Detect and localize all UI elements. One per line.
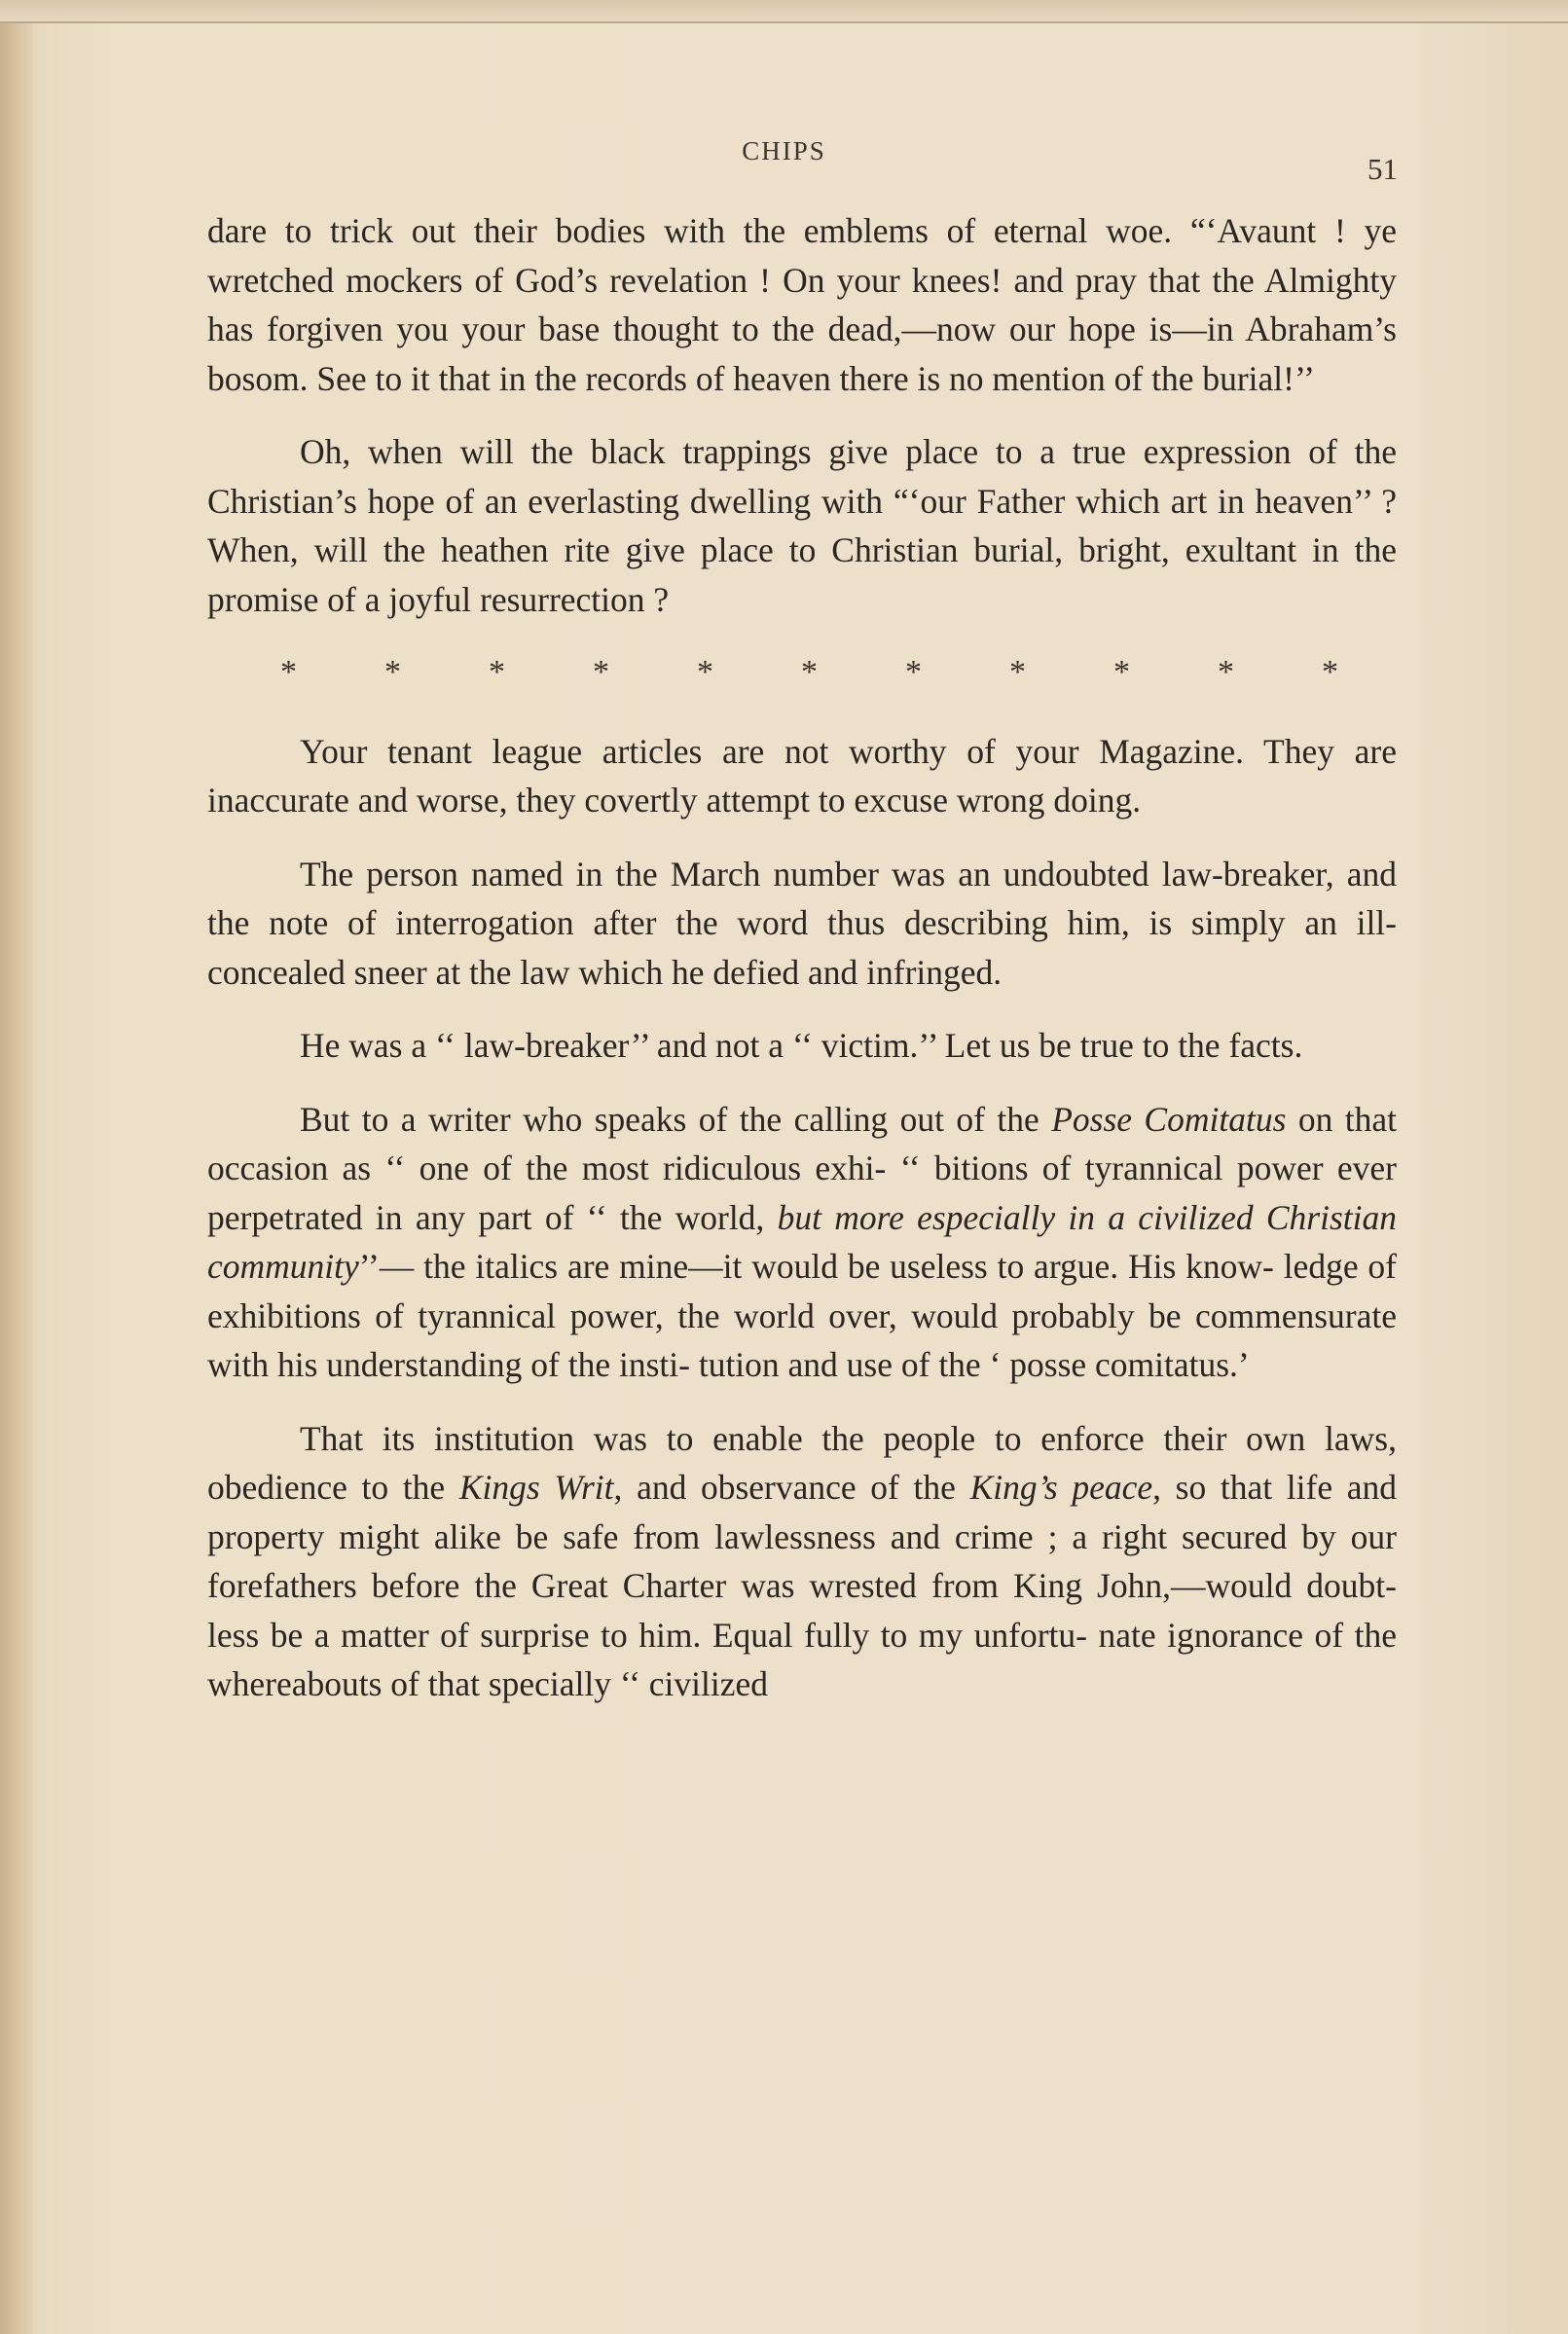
asterisk: * [801,654,818,690]
paragraph-2: Oh, when will the black trappings give place to a true expression of the Christian’s hope of an everlasting dwelling with “‘our Father which art in heaven’’ ? When, will the heathen rite give place to Christian burial, bright, exultant in the promise of a joyful resurrection ? [207,432,1397,619]
paragraph-6-text-e: ’’— the italics are mine—it would be useless to argue. His know- ledge of exhibitions of tyrannical power, the world over, would probably be commensurate with his understanding of the insti- tution and use of the ‘ posse comitatus.’ [207,1247,1397,1384]
section-break-asterisks [207,648,1397,698]
paragraph-7-text-e: , so that life and property might alike be safe from lawlessness and crime ; a right secured by our forefathers before the Great Charter was wrested from King John,—would doubt- less be a matter of surprise to him. Equal fully to my unfortu- nate ignorance of the whereabouts of that specially ‘‘ civilized [207,1468,1398,1703]
paragraph-3: Your tenant league articles are not worthy of your Magazine. They are inaccurate and worse, they covertly attempt to excuse wrong doing. [207,731,1397,820]
asterisk: * [593,654,609,690]
running-title: CHIPS [742,136,826,165]
paragraph-7-text-c: , and observance of the [613,1468,970,1507]
paragraph-7-italic-kings-peace: King’s peace [969,1468,1153,1507]
paragraph-1: dare to trick out their bodies with the emblems of eternal woe. “‘Avaunt ! ye wretched mockers of God’s revelation ! On your knees! and pray that the Almighty has forgiven you your base thought to the dead,—now our hope is—in Abraham’s bosom. See to it that in the records of heaven there is no mention of the burial!’’ [207,211,1397,398]
running-head [0,136,1568,186]
asterisk: * [1322,654,1338,690]
paragraph-7-italic-kings-writ: Kings Writ [458,1468,614,1507]
asterisk: * [1113,654,1130,690]
top-edge [0,0,1568,23]
paragraph-5: He was a ‘‘ law-breaker’’ and not a ‘‘ victim.’’ Let us be true to the facts. [300,1026,1303,1065]
paragraph-7-text-a: That its institution was to enable the people to enforce their own laws, obedience to the [207,1418,1397,1507]
asterisk: * [697,654,713,690]
asterisk: * [1218,654,1234,690]
paragraph-6-text-c: on that occasion as ‘‘ one of the most ridiculous exhi- ‘‘ bitions of tyrannical power ever perpetrated in any part of ‘‘ the world, [207,1099,1397,1237]
paragraph-6-text-a: But to a writer who speaks of the calling out of the [300,1099,1052,1139]
asterisk: * [489,654,505,690]
asterisk: * [384,654,401,690]
paragraph-6-italic-quote: but more especially in a civilized Christian community [207,1197,1398,1286]
page-spine-shadow [0,0,33,2334]
asterisk: * [1009,654,1026,690]
paragraph-4: The person named in the March number was an undoubted law-breaker, and the note of interrogation after the word thus describing him, is simply an ill-concealed sneer at the law which he defied and infringed. [207,854,1397,992]
paragraph-7 [207,1414,1397,1709]
paragraph-6 [207,1095,1397,1390]
asterisk: * [280,654,297,690]
page-number: 51 [1367,152,1398,186]
paragraph-6-italic-posse-comitatus: Posse Comitatus [1051,1099,1287,1139]
body-text [207,206,1397,1733]
asterisk: * [905,654,922,690]
